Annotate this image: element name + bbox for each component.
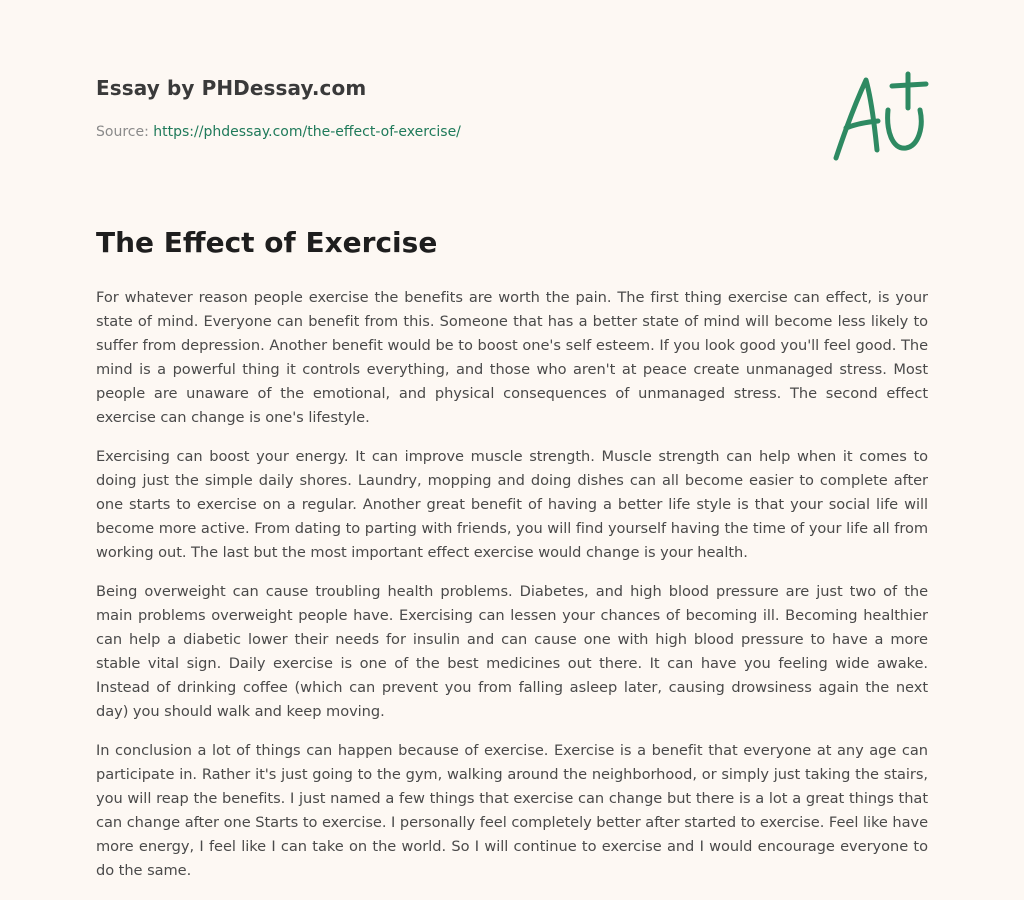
essay-paragraph: In conclusion a lot of things can happen because of exercise. Exercise is a benefit that everyone at any age can participate in. Rather it's just going to the gym, walking around the neighborhood, or simply just taking the stairs, you will reap the benefits. I just named a few things that exercise can change but there is a lot a great things that can change after one Starts to exercise. I personally feel completely better after started to exercise. Feel like have more energy, I feel like I can take on the world. So I will continue to exercise and I would encourage everyone to do the same. [96,742,928,879]
source-label: Source: [96,124,154,140]
source-line [96,124,461,140]
page-header [96,0,928,200]
essay-title: The Effect of Exercise [96,226,438,259]
essay-paragraph: For whatever reason people exercise the benefits are worth the pain. The first thing exercise can effect, is your state of mind. Everyone can benefit from this. Someone that has a better state of mind will become less likely to suffer from depression. Another benefit would be to boost one's self esteem. If you look good you'll feel good. The mind is a powerful thing it controls everything, and those who aren't at peace create unmanaged stress. Most people are unaware of the emotional, and physical consequences of unmanaged stress. The second effect exercise can change is one's lifestyle. [96,289,928,426]
source-link[interactable]: https://phdessay.com/the-effect-of-exercise/ [153,124,461,140]
essay-paragraph: Being overweight can cause troubling health problems. Diabetes, and high blood pressure are just two of the main problems overweight people have. Exercising can lessen your chances of becoming ill. Becoming healthier can help a diabetic lower their needs for insulin and can cause one with high blood pressure to have a more stable vital sign. Daily exercise is one of the best medicines out there. It can have you feeling wide awake. Instead of drinking coffee (which can prevent you from falling asleep later, causing drowsiness again the next day) you should walk and keep moving. [96,583,928,720]
essay-body [96,286,928,898]
a-plus-logo-icon [830,68,930,164]
essay-paragraph: Exercising can boost your energy. It can improve muscle strength. Muscle strength can help when it comes to doing just the simple daily shores. Laundry, mopping and doing dishes can all become easier to complete after one starts to exercise on a regular. Another great benefit of having a better life style is that your social life will become more active. From dating to parting with friends, you will find yourself having the time of your life all from working out. The last but the most important effect exercise would change is your health. [96,448,928,561]
brand-title: Essay by PHDessay.com [96,76,367,100]
